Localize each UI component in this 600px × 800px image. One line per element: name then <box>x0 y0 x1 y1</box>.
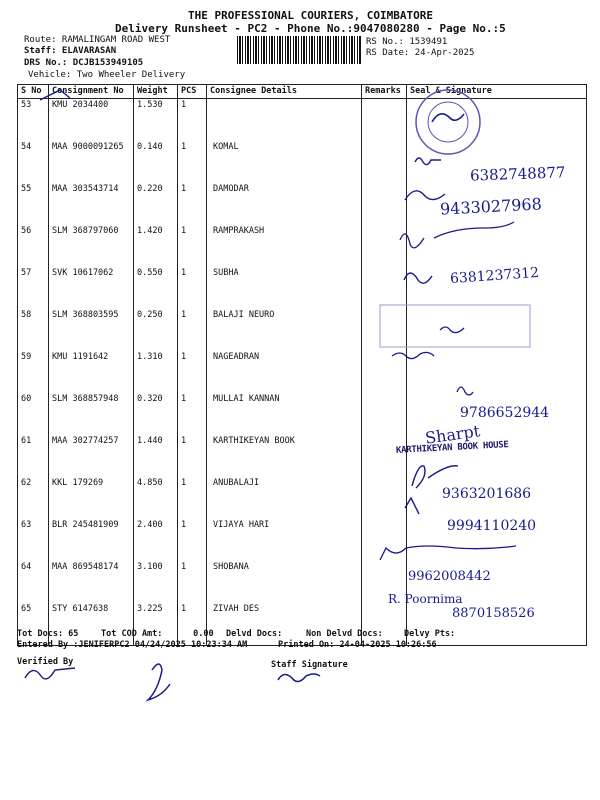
handwritten-phone-63: 9994110240 <box>447 518 537 534</box>
handwritten-sign-61: Sharpt <box>423 421 482 448</box>
entered-by: Entered By :JENIFERPC2 04/24/2025 10:23:34 AM <box>17 640 248 650</box>
col-consignment: Consignment No <box>49 85 134 99</box>
cell-weight: 3.225 <box>134 603 178 646</box>
signature-55-icon <box>405 191 445 200</box>
signature-59-icon <box>392 352 434 358</box>
signature-63-icon <box>405 498 419 514</box>
signature-56-icon <box>400 222 514 248</box>
cell-weight: 1.440 <box>134 435 178 477</box>
col-seal: Seal & Signature <box>407 85 587 99</box>
cell-consignee: KOMAL <box>207 141 362 183</box>
handwritten-phone-57: 6381237312 <box>449 264 540 288</box>
cell-sno: 61 <box>18 435 49 477</box>
route-label: Route: RAMALINGAM ROAD WEST <box>24 35 171 45</box>
non-delivered-docs: Non Delvd Docs: <box>306 629 383 639</box>
cell-sno: 55 <box>18 183 49 225</box>
stamp-text-61: KARTHIKEYAN BOOK HOUSE <box>395 440 509 456</box>
cell-consignee: SHOBANA <box>207 561 362 603</box>
cell-sno: 65 <box>18 603 49 646</box>
cell-weight: 0.550 <box>134 267 178 309</box>
cell-pcs: 1 <box>178 393 207 435</box>
cell-pcs: 1 <box>178 141 207 183</box>
cell-consignment: BLR 245481909 <box>49 519 134 561</box>
drs-label: DRS No.: DCJB153949105 <box>24 58 144 68</box>
cell-consignment: SLM 368857948 <box>49 393 134 435</box>
vehicle-label: Vehicle: Two Wheeler Delivery <box>28 70 186 80</box>
cell-pcs: 1 <box>178 477 207 519</box>
cell-consignee: SUBHA <box>207 267 362 309</box>
cell-sno: 57 <box>18 267 49 309</box>
cell-sno: 58 <box>18 309 49 351</box>
cell-weight: 0.250 <box>134 309 178 351</box>
cell-sno: 62 <box>18 477 49 519</box>
cell-consignment: STY 6147638 <box>49 603 134 646</box>
signature-57-icon <box>404 273 432 283</box>
faded-stamp-icon <box>380 305 530 347</box>
delivered-docs: Delvd Docs: <box>226 629 283 639</box>
cell-weight: 1.420 <box>134 225 178 267</box>
total-cod: Tot COD Amt: 0.00 <box>101 629 214 639</box>
signature-54-icon <box>415 158 441 165</box>
cell-consignment: SLM 368803595 <box>49 309 134 351</box>
col-sno: S No <box>18 85 49 99</box>
cell-consignment: MAA 9000091265 <box>49 141 134 183</box>
signature-64-icon <box>380 546 516 560</box>
runsheet-subtitle: Delivery Runsheet - PC2 - Phone No.:9047080280 - Page No.:5 <box>115 22 506 35</box>
col-consignee: Consignee Details <box>207 85 362 99</box>
col-weight: Weight <box>134 85 178 99</box>
rs-date: RS Date: 24-Apr-2025 <box>366 48 475 58</box>
cell-consignee: RAMPRAKASH <box>207 225 362 267</box>
total-docs: Tot Docs: 65 <box>17 629 79 639</box>
cell-consignee: DAMODAR <box>207 183 362 225</box>
cell-consignment: MAA 303543714 <box>49 183 134 225</box>
cell-consignee: NAGEADRAN <box>207 351 362 393</box>
verified-by: Verified By <box>17 657 74 667</box>
cell-consignee: ZIVAH DES <box>207 603 362 646</box>
cell-sno: 63 <box>18 519 49 561</box>
cell-pcs: 1 <box>178 561 207 603</box>
seal-stamp-icon <box>416 90 480 154</box>
delivery-points: Delvy Pts: <box>404 629 456 639</box>
cell-sno: 64 <box>18 561 49 603</box>
verified-signature-icon <box>25 668 75 679</box>
handwritten-phone-55: 9433027968 <box>439 194 543 219</box>
cell-weight: 0.140 <box>134 141 178 183</box>
cell-pcs: 1 <box>178 183 207 225</box>
cell-pcs: 1 <box>178 435 207 477</box>
cell-pcs: 1 <box>178 225 207 267</box>
cell-consignee: BALAJI NEURO <box>207 309 362 351</box>
handwritten-phone-65: 8870158526 <box>452 606 535 621</box>
cell-weight: 1.310 <box>134 351 178 393</box>
cell-consignment: KMU 2034400 <box>49 99 134 142</box>
second-signature-icon <box>148 664 170 700</box>
cell-pcs: 1 <box>178 351 207 393</box>
cell-consignee: VIJAYA HARI <box>207 519 362 561</box>
printed-on: Printed On: 24-04-2025 10:26:56 <box>278 640 437 650</box>
cell-sno: 53 <box>18 99 49 142</box>
cell-weight: 4.850 <box>134 477 178 519</box>
cell-consignment: MAA 302774257 <box>49 435 134 477</box>
staff-label: Staff: ELAVARASAN <box>24 46 117 56</box>
cell-weight: 1.530 <box>134 99 178 142</box>
handwritten-phone-60: 9786652944 <box>460 405 550 421</box>
cell-consignee: ANUBALAJI <box>207 477 362 519</box>
signature-60-icon <box>457 387 473 395</box>
cell-sno: 56 <box>18 225 49 267</box>
col-pcs: PCS <box>178 85 207 99</box>
handwritten-phone-64: 9962008442 <box>408 569 491 584</box>
cell-consignee: KARTHIKEYAN BOOK <box>207 435 362 477</box>
rs-number: RS No.: 1539491 <box>366 37 448 47</box>
cell-weight: 0.220 <box>134 183 178 225</box>
cell-consignment: SLM 368797060 <box>49 225 134 267</box>
handwritten-phone-54: 6382748877 <box>469 163 566 185</box>
staff-signature-label: Staff Signature <box>271 660 348 670</box>
handwritten-phone-62: 9363201686 <box>442 486 532 502</box>
cell-sno: 60 <box>18 393 49 435</box>
cell-consignment: MAA 869548174 <box>49 561 134 603</box>
cell-sno: 59 <box>18 351 49 393</box>
cell-consignee: MULLAI KANNAN <box>207 393 362 435</box>
tick-mark-icon <box>40 90 70 100</box>
cell-sno: 54 <box>18 141 49 183</box>
cell-pcs: 1 <box>178 309 207 351</box>
cell-weight: 3.100 <box>134 561 178 603</box>
cell-consignment: KMU 1191642 <box>49 351 134 393</box>
cell-pcs: 1 <box>178 603 207 646</box>
company-name: THE PROFESSIONAL COURIERS, COIMBATORE <box>188 9 434 22</box>
cell-pcs: 1 <box>178 267 207 309</box>
cell-pcs: 1 <box>178 519 207 561</box>
handwritten-name-65: R. Poornima <box>388 592 463 606</box>
staff-signature-icon <box>278 674 320 682</box>
cell-consignment: KKL 179269 <box>49 477 134 519</box>
cell-weight: 0.320 <box>134 393 178 435</box>
col-remarks: Remarks <box>362 85 407 99</box>
signature-58-icon <box>440 327 464 333</box>
cell-pcs: 1 <box>178 99 207 142</box>
cell-weight: 2.400 <box>134 519 178 561</box>
cell-consignment: SVK 10617062 <box>49 267 134 309</box>
signature-62-icon <box>412 466 458 488</box>
